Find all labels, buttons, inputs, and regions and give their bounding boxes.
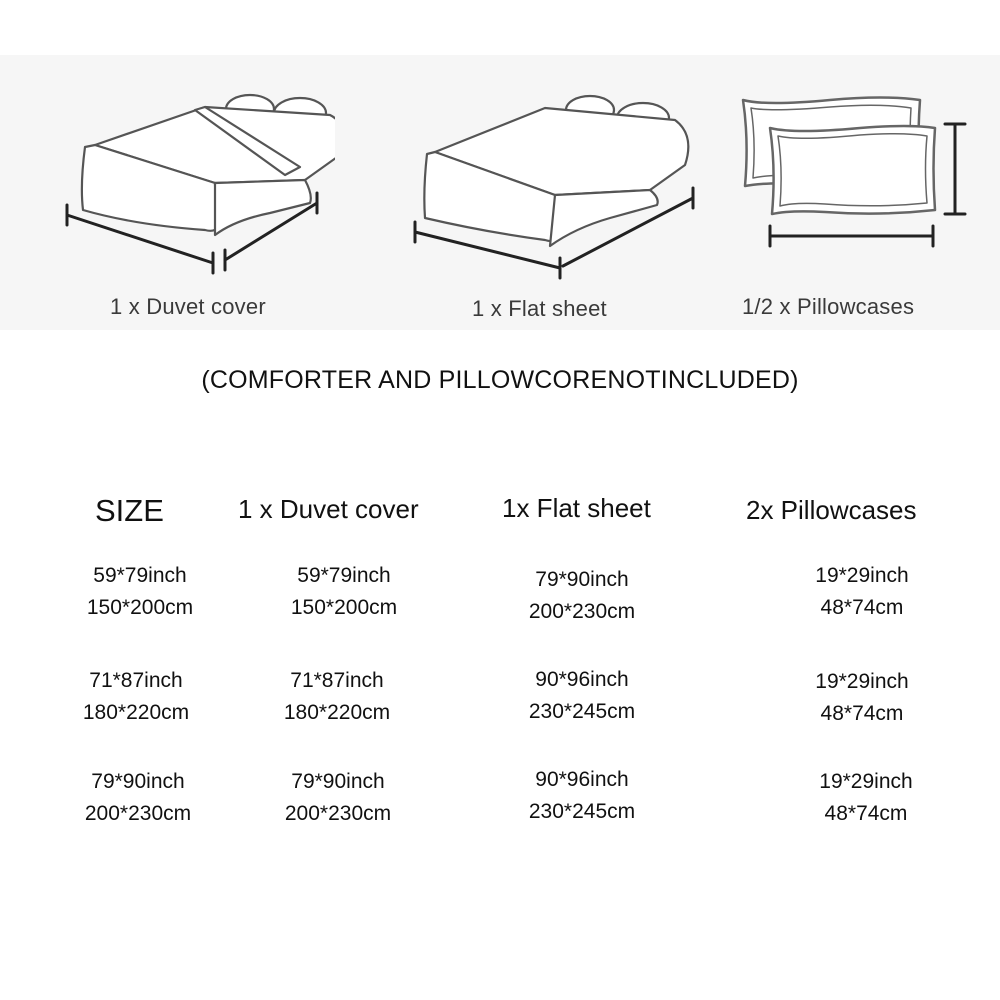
table-cell bbox=[492, 564, 672, 628]
table-cell bbox=[492, 764, 672, 828]
header-size: SIZE bbox=[95, 493, 164, 528]
cell-cm: 200*230cm bbox=[84, 802, 192, 825]
table-cell bbox=[248, 766, 428, 830]
table-cell bbox=[247, 665, 427, 729]
flat-sheet-icon bbox=[405, 90, 710, 285]
cell-cm: 48*74cm bbox=[820, 596, 904, 619]
cell-cm: 180*220cm bbox=[283, 701, 391, 724]
header-pillowcases: 2x Pillowcases bbox=[746, 495, 917, 525]
table-cell bbox=[48, 766, 228, 830]
table-cell bbox=[776, 766, 956, 830]
flat-sheet-caption: 1 x Flat sheet bbox=[472, 296, 607, 321]
table-cell bbox=[254, 560, 434, 624]
cell-cm: 200*230cm bbox=[284, 802, 392, 825]
cell-inch: 90*96inch bbox=[535, 768, 629, 791]
cell-inch: 79*90inch bbox=[291, 770, 385, 793]
table-cell bbox=[772, 560, 952, 624]
cell-inch: 79*90inch bbox=[91, 770, 185, 793]
table-cell bbox=[492, 664, 672, 728]
cell-inch: 59*79inch bbox=[297, 564, 391, 587]
cell-cm: 150*200cm bbox=[86, 596, 194, 619]
cell-cm: 150*200cm bbox=[290, 596, 398, 619]
cell-inch: 19*29inch bbox=[815, 670, 909, 693]
cell-cm: 230*245cm bbox=[528, 800, 636, 823]
cell-inch: 71*87inch bbox=[89, 669, 183, 692]
table-cell bbox=[46, 665, 226, 729]
cell-cm: 180*220cm bbox=[82, 701, 190, 724]
duvet-cover-icon bbox=[55, 85, 335, 280]
not-included-notice: (COMFORTER AND PILLOWCORENOTINCLUDED) bbox=[201, 366, 799, 394]
cell-cm: 48*74cm bbox=[824, 802, 908, 825]
cell-inch: 90*96inch bbox=[535, 668, 629, 691]
header-duvet-cover: 1 x Duvet cover bbox=[238, 494, 419, 524]
cell-cm: 230*245cm bbox=[528, 700, 636, 723]
header-flat-sheet: 1x Flat sheet bbox=[502, 493, 651, 523]
cell-inch: 59*79inch bbox=[93, 564, 187, 587]
pillowcases-caption: 1/2 x Pillowcases bbox=[742, 294, 915, 319]
cell-inch: 19*29inch bbox=[819, 770, 913, 793]
cell-inch: 71*87inch bbox=[290, 669, 384, 692]
cell-cm: 200*230cm bbox=[528, 600, 636, 623]
duvet-cover-caption: 1 x Duvet cover bbox=[110, 294, 266, 319]
table-cell bbox=[50, 560, 230, 624]
cell-cm: 48*74cm bbox=[820, 702, 904, 725]
cell-inch: 19*29inch bbox=[815, 564, 909, 587]
cell-inch: 79*90inch bbox=[535, 568, 629, 591]
table-cell bbox=[772, 666, 952, 730]
pillowcases-icon bbox=[735, 90, 975, 260]
